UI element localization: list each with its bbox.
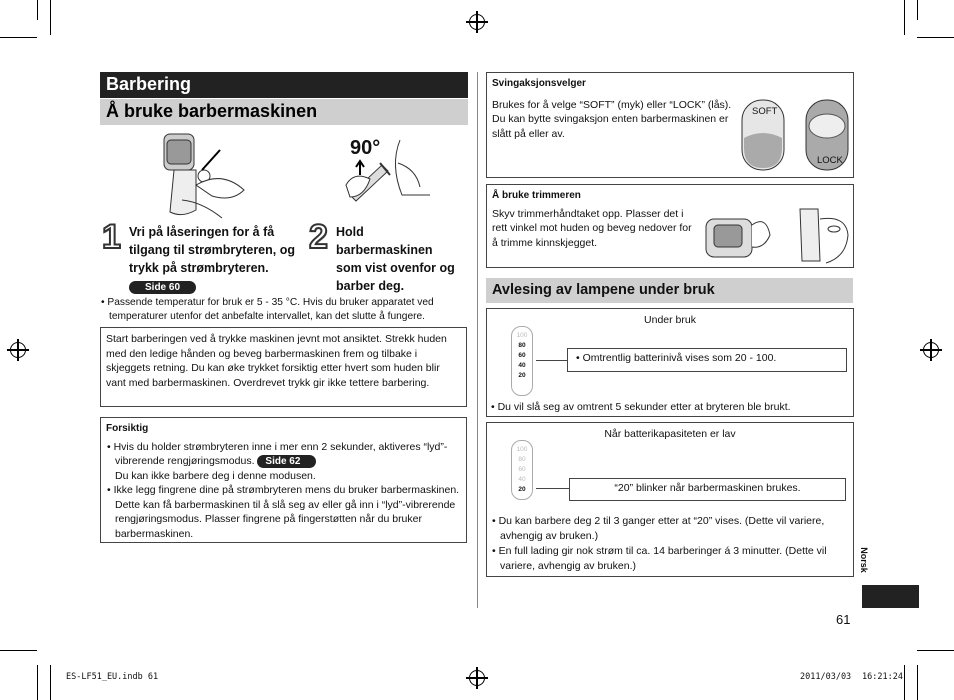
page-number: 61 (836, 612, 851, 627)
column-divider (477, 72, 478, 608)
in-use-note: • Du vil slå seg av omtrent 5 sekunder etter at bryteren ble brukt. (491, 401, 791, 413)
footer-date: 2011/03/03 (800, 672, 852, 682)
footer-time: 16:21:24 (862, 672, 903, 682)
crop-mark (0, 37, 37, 38)
swing-text (492, 98, 737, 142)
crop-mark (904, 665, 905, 700)
registration-mark-left (10, 342, 26, 358)
crop-mark (917, 665, 918, 700)
lamp-section-heading: Avlesing av lampene under bruk (486, 278, 853, 303)
registration-mark-top (469, 14, 485, 30)
gauge-level: 100 (516, 446, 528, 453)
page-ref-badge: Side 62 (257, 455, 316, 468)
crop-mark (37, 0, 38, 20)
callout-leader (536, 488, 570, 489)
step-1-text (129, 223, 304, 295)
soft-label: SOFT (752, 106, 778, 117)
heading-main: Barbering (100, 72, 468, 98)
step-number: 2 (309, 218, 328, 256)
battery-gauge-low (511, 440, 533, 500)
gauge-level: 20 (518, 486, 526, 493)
gauge-level: 20 (518, 372, 526, 379)
crop-mark (37, 665, 38, 700)
crop-mark (904, 0, 905, 35)
gauge-level: 40 (518, 476, 526, 483)
crop-mark (917, 37, 954, 38)
trimmer-title: Å bruke trimmeren (492, 190, 581, 201)
low-callout: “20” blinker når barbermaskinen brukes. (569, 478, 846, 501)
caution-item-text: Hvis du holder strømbryteren inne i mer enn 2 sekunder, aktiveres “lyd”-vibrerende rengjøringsmodus. (113, 440, 448, 467)
low-note-text: Du kan barbere deg 2 til 3 ganger etter at “20” vises. (Dette vil variere, avhengig av bruken.) (498, 515, 825, 542)
in-use-label: Under bruk (644, 314, 696, 326)
swing-text-line: Brukes for å velge “SOFT” (myk) eller “LOCK” (lås). (492, 98, 732, 111)
step-1-instruction: Vri på låseringen for å få tilgang til strømbryteren, og trykk på strømbryteren. (129, 225, 295, 275)
caution-title: Forsiktig (106, 423, 149, 434)
gauge-level: 80 (518, 342, 526, 349)
language-tab (862, 585, 919, 608)
low-note: • Du kan barbere deg 2 til 3 ganger etter at “20” vises. (Dette vil variere, avhengig av bruken.) (492, 515, 825, 542)
caution-box (100, 417, 467, 543)
swing-text-line: Du kan bytte svingaksjon enten barbermaskinen er slått på eller av. (492, 113, 729, 140)
crop-mark (917, 650, 954, 651)
gauge-level: 40 (518, 362, 526, 369)
swing-title: Svingaksjonsvelger (492, 78, 586, 89)
in-use-callout-text: Omtrentlig batterinivå vises som 20 - 100. (582, 352, 777, 364)
registration-mark-right (923, 342, 939, 358)
heading-sub: Å bruke barbermaskinen (100, 99, 468, 125)
low-note-text: En full lading gir nok strøm til ca. 14 barberinger á 3 minutter. (Dette vil variere, avhengig av bruken.) (498, 545, 827, 572)
step-number: 1 (102, 218, 121, 256)
in-use-callout: • Omtrentlig batterinivå vises som 20 - 100. (567, 348, 847, 372)
temperature-note-text: Passende temperatur for bruk er 5 - 35 °C. Hvis du bruker apparatet ved temperaturer utenfor det anbefalte intervallet, kan det slutte å fungere. (107, 297, 434, 322)
footer-file: ES-LF51_EU.indb 61 (66, 672, 159, 682)
registration-mark-bottom (469, 670, 485, 686)
gauge-level: 60 (518, 352, 526, 359)
language-tab-label: Norsk (858, 547, 869, 573)
caution-item-text: Ikke legg fingrene dine på strømbryteren mens du bruker barbermaskinen. Dette kan få barbermaskinen til å slå seg av eller gå inn i “lyd”-vibrerende rengjøringsmodus. Plasser fingrene på fingerstøtten når du bruker barbermaskinen. (113, 484, 460, 540)
trimmer-illustration (700, 205, 850, 265)
gauge-level: 60 (518, 466, 526, 473)
gauge-level: 80 (518, 456, 526, 463)
caution-item-cont: Du kan ikke barbere deg i denne modusen. (115, 469, 316, 482)
crop-mark (917, 0, 918, 20)
step-2-text: Hold barbermaskinen som vist ovenfor og barber deg. (336, 225, 455, 293)
low-battery-label: Når batterikapasiteten er lav (604, 428, 736, 440)
page-ref-badge: Side 60 (129, 281, 196, 294)
caution-item: • Ikke legg fingrene dine på strømbryteren mens du bruker barbermaskinen. Dette kan få barbermaskinen til å slå seg av eller gå inn i “lyd”-vibrerende rengjøringsmodus. Plasser fingrene på fingerstøtten når du bruker barbermaskinen. (107, 484, 460, 540)
crop-mark (50, 0, 51, 35)
start-shaving-box: Start barberingen ved å trykke maskinen jevnt mot ansiktet. Strekk huden med den ledige hånden og beveg barbermaskinen frem og tilbake i skjeggets retning. Du kan øke trykket forsiktig etter hvert som huden blir vant med barbermaskinen. Overdrevet trykk gir ikke tettere barbering. (100, 327, 467, 407)
crop-mark (50, 665, 51, 700)
lock-label: LOCK (817, 155, 843, 166)
trimmer-text: Skyv trimmerhåndtaket opp. Plasser det i rett vinkel mot huden og beveg nedover for å trimme kinnskjegget. (492, 207, 692, 249)
crop-mark (0, 650, 37, 651)
callout-leader (536, 360, 568, 361)
in-use-note-text: Du vil slå seg av omtrent 5 sekunder etter at bryteren ble brukt. (497, 401, 791, 413)
gauge-level: 100 (516, 332, 528, 339)
angle-label: 90° (350, 137, 381, 159)
battery-gauge (511, 326, 533, 396)
caution-item: • Hvis du holder strømbryteren inne i mer enn 2 sekunder, aktiveres “lyd”-vibrerende rengjøringsmodus. Side 62 (107, 440, 448, 467)
low-note: • En full lading gir nok strøm til ca. 14 barberinger á 3 minutter. (Dette vil variere, avhengig av bruken.) (492, 545, 827, 572)
shaver-power-switch-illustration (152, 130, 252, 220)
temperature-note: • Passende temperatur for bruk er 5 - 35 °C. Hvis du bruker apparatet ved temperaturer utenfor det anbefalte intervallet, kan det slutte å fungere. (101, 297, 434, 322)
